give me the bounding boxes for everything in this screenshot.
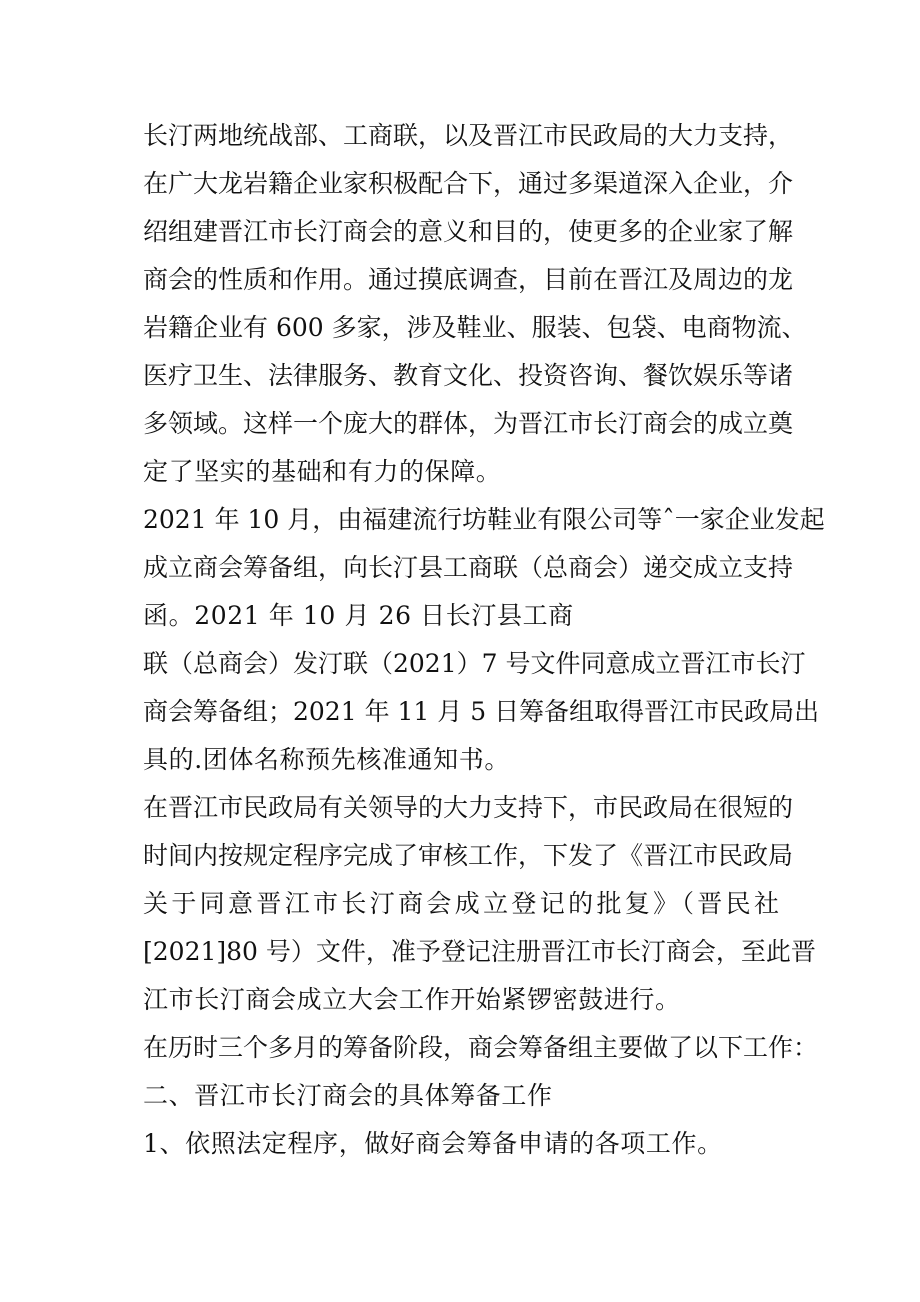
text-line: 时间内按规定程序完成了审核工作，下发了《晋江市民政局: [143, 841, 794, 870]
text-line: 商会的性质和作用。通过摸底调查，目前在晋江及周边的龙: [143, 265, 794, 294]
text-line: [2021]80 号）文件，准予登记注册晋江市长汀商会，至此晋: [143, 937, 816, 966]
text-line: 关于同意晋江市长汀商会成立登记的批复》（晋民社: [143, 889, 779, 918]
text-line: 在晋江市民政局有关领导的大力支持下，市民政局在很短的: [143, 793, 794, 822]
text-line: 定了坚实的基础和有力的保障。: [143, 457, 502, 486]
text-line: 江市长汀商会成立大会工作开始紧锣密鼓进行。: [143, 985, 681, 1014]
text-line: 成立商会筹备组，向长汀县工商联（总商会）递交成立支持: [143, 553, 794, 582]
text-line: 具的.团体名称预先核准通知书。: [143, 745, 510, 774]
text-line: 在广大龙岩籍企业家积极配合下，通过多渠道深入企业，介: [143, 169, 794, 198]
text-line: 2021 年 10 月，由福建流行坊鞋业有限公司等ˆ一家企业发起: [143, 505, 825, 534]
section-heading: 二、晋江市长汀商会的具体筹备工作: [143, 1081, 553, 1110]
text-line: 1、依照法定程序，做好商会筹备申请的各项工作。: [143, 1129, 723, 1158]
text-line: 多领域。这样一个庞大的群体，为晋江市长汀商会的成立奠: [143, 409, 794, 438]
text-line: 医疗卫生、法律服务、教育文化、投资咨询、餐饮娱乐等诸: [143, 361, 794, 390]
text-line: 商会筹备组；2021 年 11 月 5 日筹备组取得晋江市民政局出: [143, 697, 820, 726]
text-line: 在历时三个多月的筹备阶段，商会筹备组主要做了以下工作：: [143, 1033, 819, 1062]
text-line: 绍组建晋江市长汀商会的意义和目的，使更多的企业家了解: [143, 217, 794, 246]
text-line: 联（总商会）发汀联（2021）7 号文件同意成立晋江市长汀: [143, 649, 806, 678]
text-line: 长汀两地统战部、工商联，以及晋江市民政局的大力支持，: [143, 121, 794, 150]
text-line: 函。2021 年 10 月 26 日长汀县工商: [143, 601, 574, 630]
text-line: 岩籍企业有 600 多家，涉及鞋业、服装、包袋、电商物流、: [143, 313, 807, 342]
